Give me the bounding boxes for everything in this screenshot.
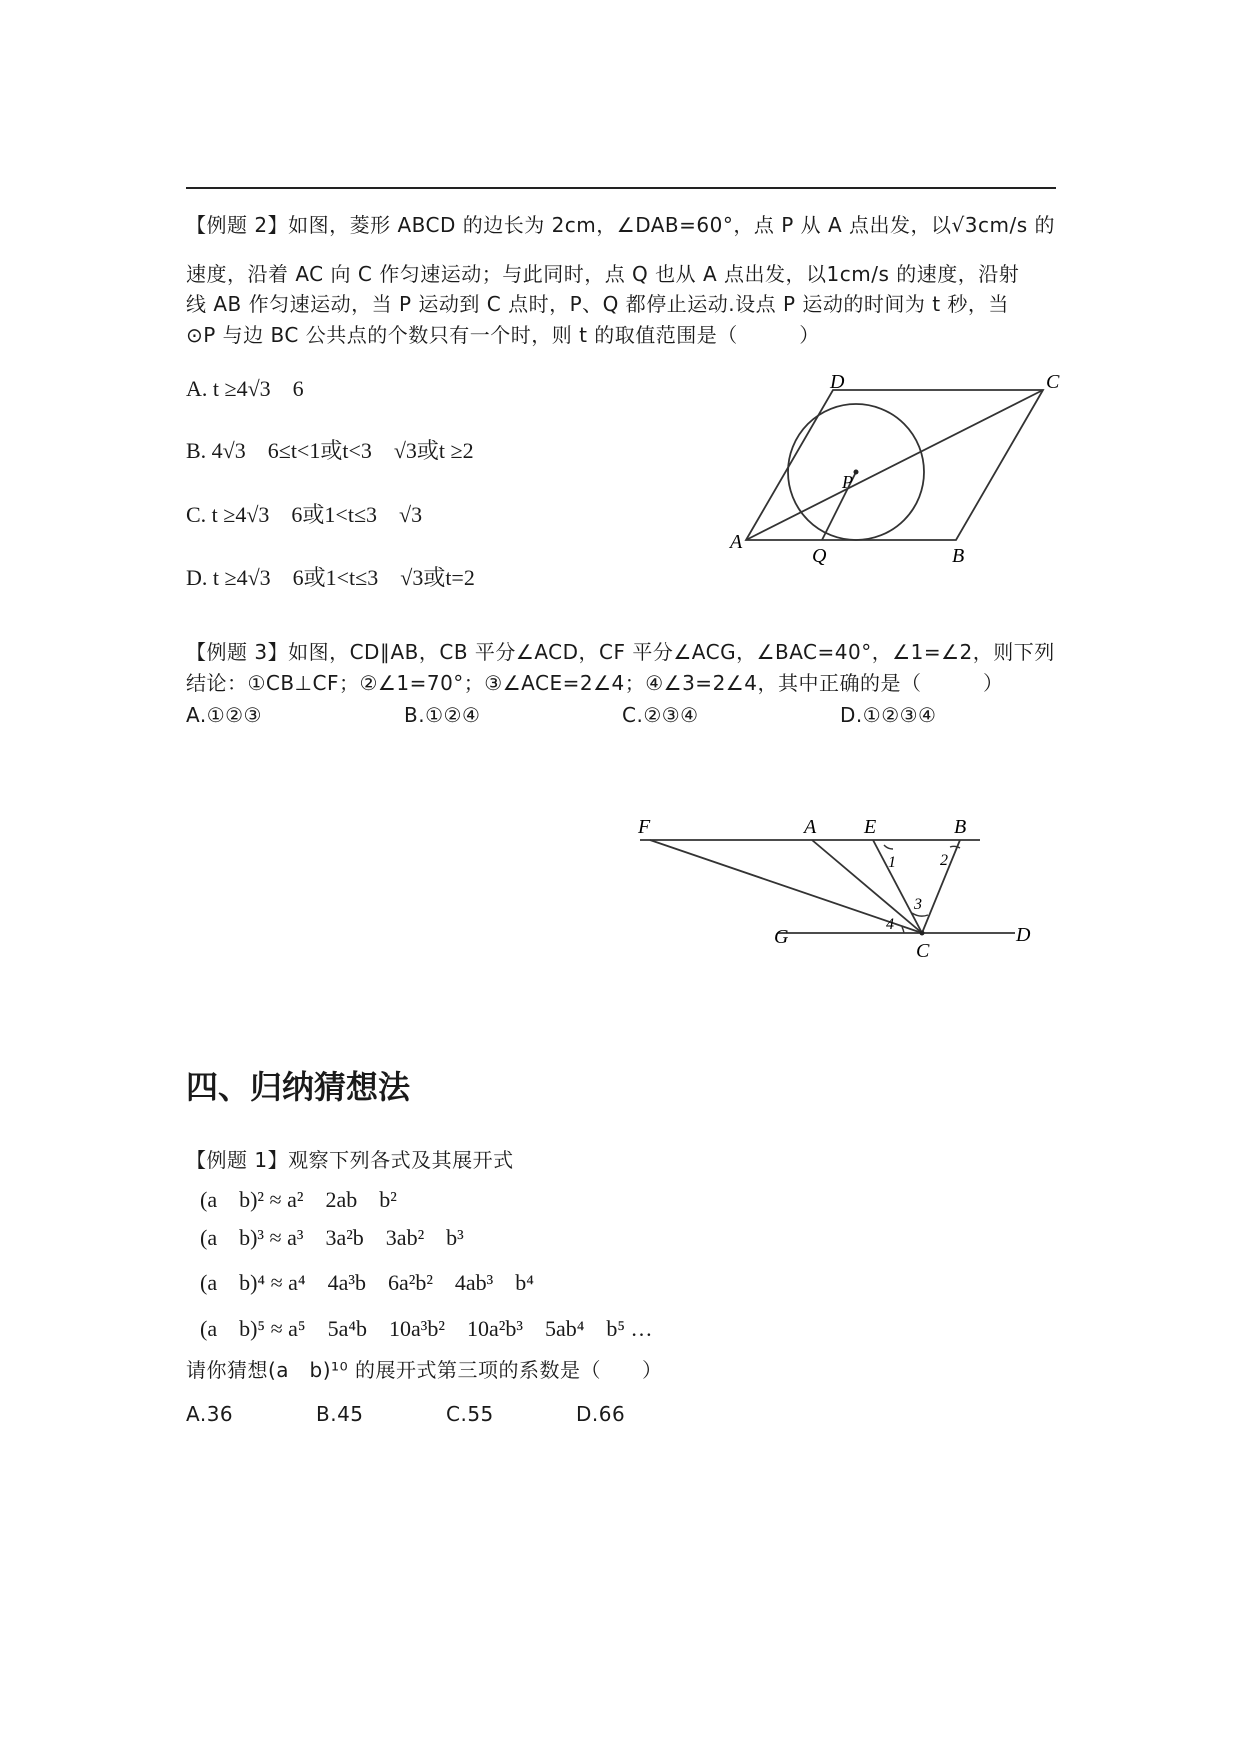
ex2-option-c: C. t ≥4√3 6或1<t≤3 √3 bbox=[186, 502, 423, 527]
label-f: F bbox=[638, 816, 651, 838]
ex2-line-4: ⊙P 与边 BC 公共点的个数只有一个时，则 t 的取值范围是（ ） bbox=[186, 323, 820, 347]
label-c: C bbox=[1046, 371, 1060, 393]
formula-1: (a b)² ≈ a² 2ab b² bbox=[200, 1187, 397, 1212]
section4-question: 请你猜想(a b)¹⁰ 的展开式第三项的系数是（ ） bbox=[186, 1358, 663, 1382]
angle-1: 1 bbox=[888, 854, 896, 871]
angle-4: 4 bbox=[886, 916, 894, 933]
ex2-line-3: 线 AB 作匀速运动，当 P 运动到 C 点时，P、Q 都停止运动.设点 P 运动的时间为 t 秒，当 bbox=[186, 292, 1009, 316]
label-b2: B bbox=[954, 816, 967, 838]
ex2-option-d: D. t ≥4√3 6或1<t≤3 √3或t=2 bbox=[186, 565, 475, 590]
ex3-option-b: B.①②④ bbox=[404, 703, 481, 727]
angle-3: 3 bbox=[914, 896, 922, 913]
label-g: G bbox=[774, 926, 789, 948]
label-p: P bbox=[842, 472, 853, 492]
ex2-line-1: 【例题 2】如图，菱形 ABCD 的边长为 2cm，∠DAB=60°，点 P 从 A 点出发，以√3cm/s 的 bbox=[186, 213, 1055, 237]
label-a2: A bbox=[804, 816, 817, 838]
section4-option-a: A.36 bbox=[186, 1402, 234, 1426]
section4-option-c: C.55 bbox=[446, 1402, 494, 1426]
angle-2: 2 bbox=[940, 852, 948, 869]
parallel-lines-figure bbox=[630, 815, 1030, 965]
label-d: D bbox=[830, 371, 845, 393]
ex3-line-1: 【例题 3】如图，CD∥AB，CB 平分∠ACD，CF 平分∠ACG，∠BAC=40°，∠1=∠2，则下列 bbox=[186, 640, 1055, 664]
formula-2: (a b)³ ≈ a³ 3a²b 3ab² b³ bbox=[200, 1225, 464, 1250]
section4-option-d: D.66 bbox=[576, 1402, 626, 1426]
label-q: Q bbox=[812, 545, 827, 567]
label-c2: C bbox=[916, 940, 930, 962]
section-heading: 四、归纳猜想法 bbox=[186, 1068, 411, 1106]
label-e: E bbox=[864, 816, 877, 838]
ex3-option-d: D.①②③④ bbox=[840, 703, 937, 727]
rhombus-figure bbox=[730, 370, 1060, 570]
ex3-option-c: C.②③④ bbox=[622, 703, 699, 727]
label-a: A bbox=[730, 531, 743, 553]
label-b: B bbox=[952, 545, 965, 567]
ex3-option-a: A.①②③ bbox=[186, 703, 262, 727]
label-d2: D bbox=[1016, 924, 1031, 946]
formula-3: (a b)⁴ ≈ a⁴ 4a³b 6a²b² 4ab³ b⁴ bbox=[200, 1270, 534, 1295]
header-rule bbox=[186, 187, 1056, 189]
ex2-line-2: 速度，沿着 AC 向 C 作匀速运动；与此同时，点 Q 也从 A 点出发，以1cm/s 的速度，沿射 bbox=[186, 262, 1020, 286]
ex2-option-a: A. t ≥4√3 6 bbox=[186, 376, 304, 401]
formula-4: (a b)⁵ ≈ a⁵ 5a⁴b 10a³b² 10a²b³ 5ab⁴ b⁵ … bbox=[200, 1316, 653, 1341]
section4-intro: 【例题 1】观察下列各式及其展开式 bbox=[186, 1148, 514, 1172]
ex3-line-2: 结论：①CB⊥CF；②∠1=70°；③∠ACE=2∠4；④∠3=2∠4，其中正确的是（ ） bbox=[186, 671, 1004, 695]
section4-option-b: B.45 bbox=[316, 1402, 364, 1426]
ex2-option-b: B. 4√3 6≤t<1或t<3 √3或t ≥2 bbox=[186, 438, 474, 463]
